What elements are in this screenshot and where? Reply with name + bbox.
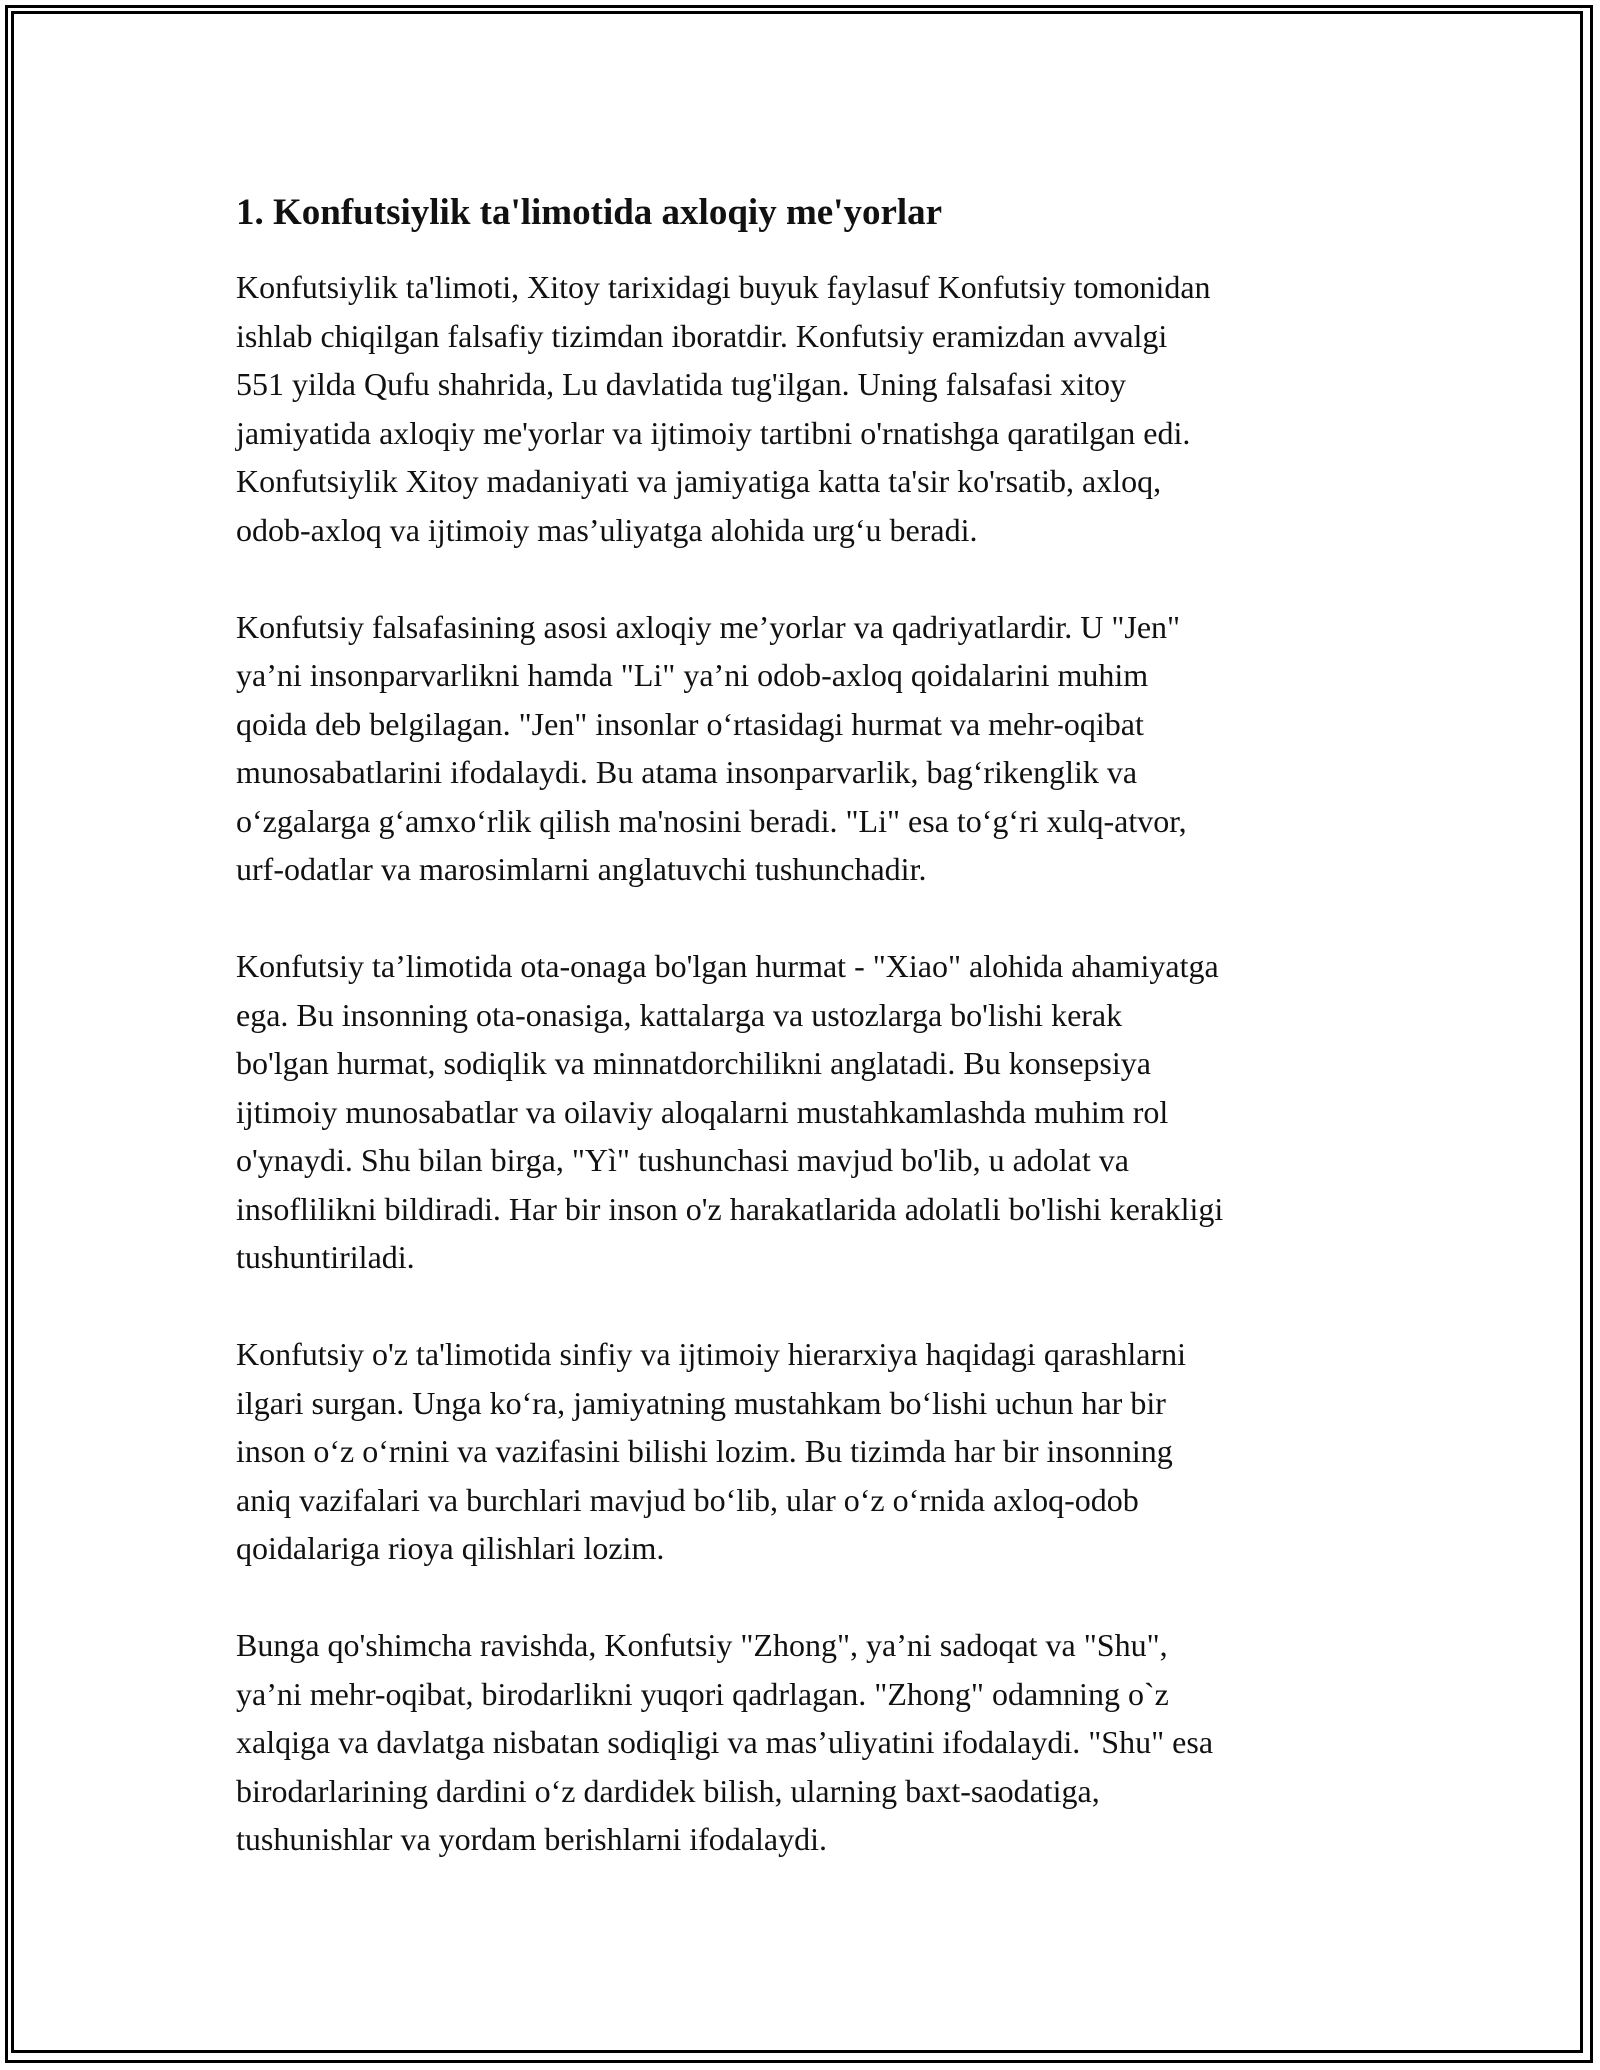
paragraph bbox=[236, 942, 1376, 1282]
paragraph-line: aniq vazifalari va burchlari mavjud bo‘lib, ular o‘z o‘rnida axloq-odob bbox=[236, 1481, 1139, 1518]
paragraph-line: o‘zgalarga g‘amxo‘rlik qilish ma'nosini beradi. "Li" esa to‘g‘ri xulq-atvor, bbox=[236, 802, 1187, 839]
paragraph bbox=[236, 603, 1376, 894]
paragraph-line: Bunga qo'shimcha ravishda, Konfutsiy "Zhong", ya’ni sadoqat va "Shu", bbox=[236, 1627, 1168, 1663]
paragraph-line: ilgari surgan. Unga ko‘ra, jamiyatning mustahkam bo‘lishi uchun har bir bbox=[236, 1384, 1166, 1421]
section-heading: 1. Konfutsiylik ta'limotida axloqiy me'yorlar bbox=[236, 192, 943, 233]
paragraph-line: inson o‘z o‘rnini va vazifasini bilishi lozim. Bu tizimda har bir insonning bbox=[236, 1433, 1173, 1469]
paragraph-line: xalqiga va davlatga nisbatan sodiqligi va mas’uliyatini ifodalaydi. "Shu" esa bbox=[236, 1724, 1214, 1760]
paragraph-line: qoida deb belgilagan. "Jen" insonlar o‘rtasidagi hurmat va mehr-oqibat bbox=[236, 705, 1144, 742]
paragraph-line: birodarlarining dardini o‘z dardidek bilish, ularning baxt-saodatiga, bbox=[236, 1772, 1100, 1809]
paragraph-line: Konfutsiylik Xitoy madaniyati va jamiyatiga katta ta'sir ko'rsatib, axloq, bbox=[236, 463, 1162, 499]
paragraph-line: Konfutsiylik ta'limoti, Xitoy tarixidagi buyuk faylasuf Konfutsiy tomonidan bbox=[236, 269, 1211, 305]
paragraph-line: tushuntiriladi. bbox=[236, 1239, 415, 1275]
paragraph-line: odob-axloq va ijtimoiy mas’uliyatga alohida urg‘u beradi. bbox=[236, 511, 978, 548]
paragraph-line: munosabatlarini ifodalaydi. Bu atama insonparvarlik, bag‘rikenglik va bbox=[236, 754, 1138, 790]
document-body bbox=[236, 185, 1376, 1912]
paragraph-line: ya’ni insonparvarlikni hamda "Li" ya’ni odob-axloq qoidalarini muhim bbox=[236, 657, 1149, 693]
paragraph-line: Konfutsiy ta’limotida ota-onaga bo'lgan hurmat - "Xiao" alohida ahamiyatga bbox=[236, 948, 1219, 984]
paragraph-line: tushunishlar va yordam berishlarni ifodalaydi. bbox=[236, 1821, 827, 1857]
paragraph-line: jamiyatida axloqiy me'yorlar va ijtimoiy tartibni o'rnatishga qaratilgan edi. bbox=[236, 414, 1191, 451]
paragraphs-container bbox=[236, 263, 1376, 1864]
paragraph bbox=[236, 263, 1376, 554]
paragraph bbox=[236, 1621, 1376, 1864]
paragraph-line: bo'lgan hurmat, sodiqlik va minnatdorchilikni anglatadi. Bu konsepsiya bbox=[236, 1045, 1151, 1081]
paragraph-line: 551 yilda Qufu shahrida, Lu davlatida tug'ilgan. Uning falsafasi xitoy bbox=[236, 366, 1127, 402]
paragraph-line: qoidalariga rioya qilishlari lozim. bbox=[236, 1530, 665, 1566]
paragraph-line: ijtimoiy munosabatlar va oilaviy aloqalarni mustahkamlashda muhim rol bbox=[236, 1093, 1169, 1130]
paragraph-line: Konfutsiy falsafasining asosi axloqiy me’yorlar va qadriyatlardir. U "Jen" bbox=[236, 608, 1181, 645]
paragraph-line: o'ynaydi. Shu bilan birga, "Yì" tushunchasi mavjud bo'lib, u adolat va bbox=[236, 1142, 1129, 1178]
paragraph-line: ya’ni mehr-oqibat, birodarlikni yuqori qadrlagan. "Zhong" odamning o`z bbox=[236, 1675, 1169, 1712]
paragraph bbox=[236, 1330, 1376, 1573]
paragraph-line: ega. Bu insonning ota-onasiga, kattalarga va ustozlarga bo'lishi kerak bbox=[236, 996, 1123, 1033]
paragraph-line: Konfutsiy o'z ta'limotida sinfiy va ijtimoiy hierarxiya haqidagi qarashlarni bbox=[236, 1336, 1186, 1372]
paragraph-line: ishlab chiqilgan falsafiy tizimdan iboratdir. Konfutsiy eramizdan avvalgi bbox=[236, 317, 1168, 354]
paragraph-line: urf-odatlar va marosimlarni anglatuvchi tushunchadir. bbox=[236, 851, 927, 887]
paragraph-line: insoflilikni bildiradi. Har bir inson o'z harakatlarida adolatli bo'lishi kerakligi bbox=[236, 1190, 1224, 1227]
